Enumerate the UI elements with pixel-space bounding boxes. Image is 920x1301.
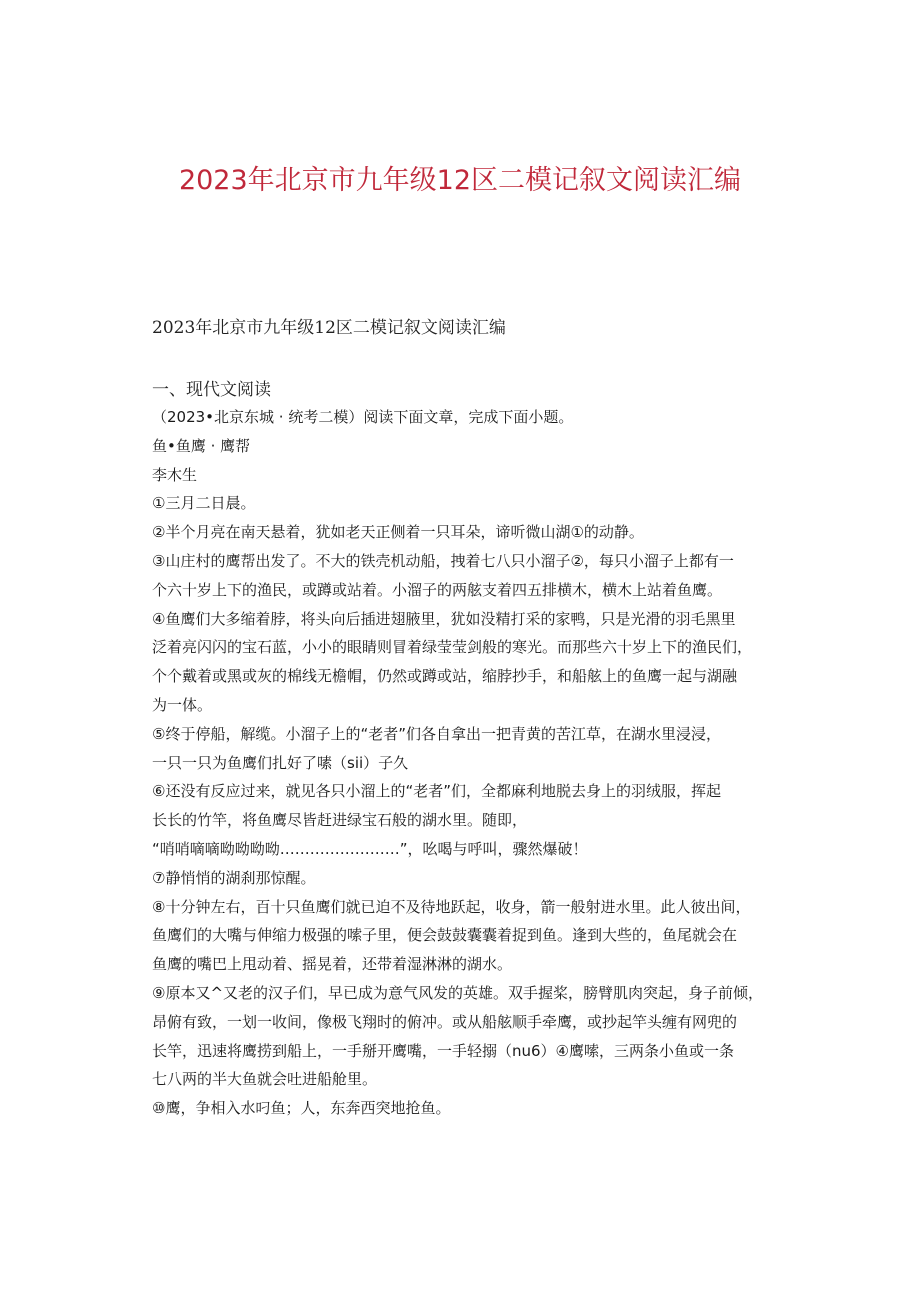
document-title: 2023年北京市九年级12区二模记叙文阅读汇编 [178, 165, 742, 196]
text-line: 李木生 [152, 465, 198, 484]
text-line: ⑩鹰，争相入水叼鱼；人，东奔西突地抢鱼。 [152, 1099, 451, 1118]
text-line: 昂俯有致，一划一收间，像极飞翔时的俯冲。或从船舷顺手牵鹰，或抄起竿头缠有网兜的 [152, 1012, 738, 1031]
text-line: ⑦静悄悄的湖刹那惊醒。 [152, 868, 316, 887]
text-line: ③山庄村的鹰帮出发了。不大的铁壳机动船，拽着七八只小溜子②，每只小溜子上都有一 [152, 551, 734, 570]
text-line: 鱼鹰的嘴巴上甩动着、摇晃着，还带着湿淋淋的湖水。 [152, 955, 513, 974]
text-line: ②半个月亮在南天悬着，犹如老天正侧着一只耳朵，谛听微山湖①的动静。 [152, 523, 644, 542]
article-body [152, 403, 774, 1123]
text-line: 个个戴着或黑或灰的棉线无檐帽，仍然或蹲或站，缩脖抄手，和船舷上的鱼鹰一起与湖融 [152, 667, 738, 686]
text-line: 为一体。 [152, 695, 213, 714]
text-line: 一只一只为鱼鹰们扎好了嗉（sii）子久 [152, 753, 409, 772]
text-line: ⑥还没有反应过来，就见各只小溜上的“老者”们，全都麻利地脱去身上的羽绒服，挥起 [152, 782, 721, 801]
text-line: “哨哨嘀嘀呦呦呦呦……………………”，吆喝与呼叫，骤然爆破！ [152, 839, 588, 858]
text-line: 个六十岁上下的渔民，或蹲或站着。小溜子的两舷支着四五排横木，横木上站着鱼鹰。 [152, 580, 723, 599]
text-line: 长长的竹竿，将鱼鹰尽皆赶进绿宝石般的湖水里。随即， [152, 811, 528, 830]
text-line: 鱼•鱼鹰 · 鹰帮 [152, 436, 251, 455]
text-line: ⑧十分钟左右，百十只鱼鹰们就已迫不及待地跃起，收身，箭一般射进水里。此人彼出间， [152, 897, 751, 916]
text-line: 长竿，迅速将鹰捞到船上，一手掰开鹰嘴，一手轻搦（nu6）④鹰嗦，三两条小鱼或一条 [152, 1041, 735, 1060]
text-line: 鱼鹰们的大嘴与伸缩力极强的嗦子里，便会鼓鼓囊囊着捉到鱼。逢到大些的，鱼尾就会在 [152, 926, 738, 945]
text-line: ④鱼鹰们大多缩着脖，将头向后插进翅腋里，犹如没精打采的家鸭，只是光滑的羽毛黑里 [152, 609, 736, 628]
text-line: 泛着亮闪闪的宝石蓝，小小的眼睛则冒着绿莹莹剑般的寒光。而那些六十岁上下的渔民们， [152, 638, 753, 657]
section-heading: 一、现代文阅读 [152, 380, 271, 400]
text-line: 七八两的半大鱼就会吐进船舱里。 [152, 1070, 378, 1089]
document-subtitle: 2023年北京市九年级12区二模记叙文阅读汇编 [152, 318, 506, 338]
text-line: （2023•北京东城 · 统考二模）阅读下面文章，完成下面小题。 [152, 408, 574, 426]
text-line: ①三月二日晨。 [152, 494, 256, 513]
text-line: ⑨原本又^又老的汉子们，早已成为意气风发的英雄。双手握桨，膀臂肌肉突起，身子前倾， [152, 983, 764, 1002]
text-line: ⑤终于停船，解缆。小溜子上的“老者”们各自拿出一把青黄的苦江草，在湖水里浸浸， [152, 724, 721, 743]
